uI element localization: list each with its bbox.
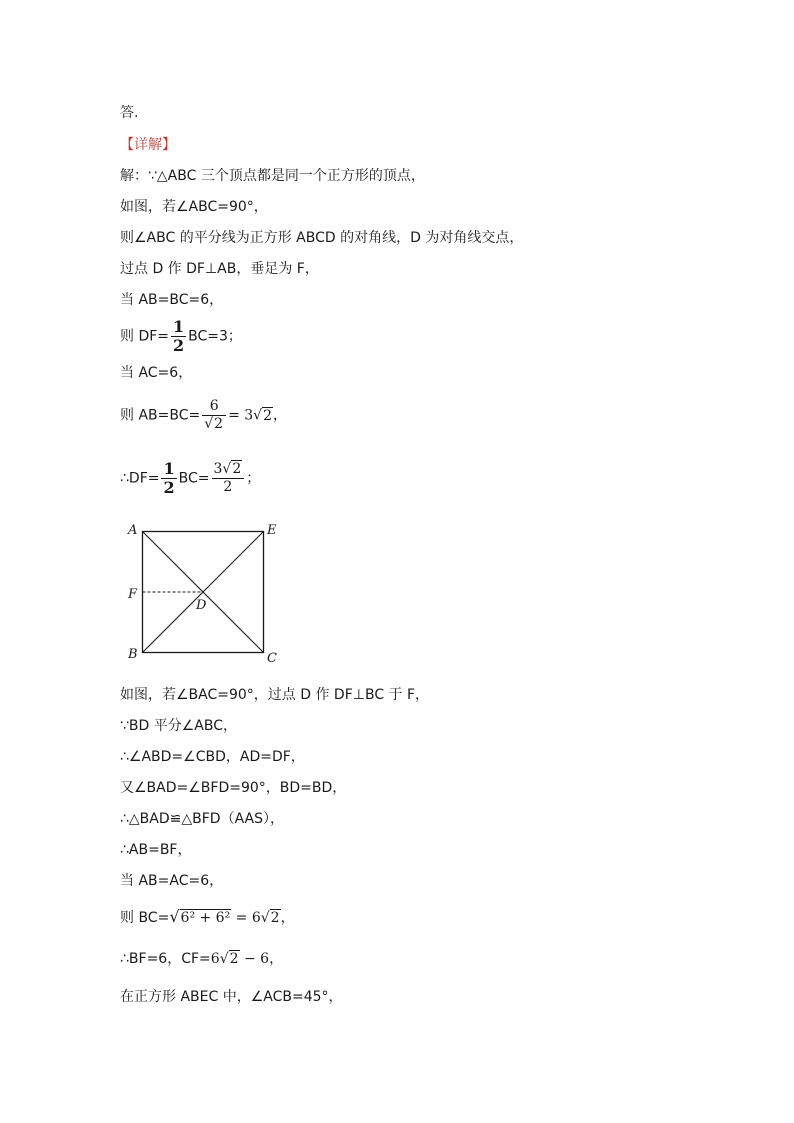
line8-prefix: 则 DF= bbox=[120, 328, 170, 345]
text-line-14: ∴∠ABD=∠CBD，AD=DF， bbox=[120, 749, 305, 765]
text-line-9: 当 AC=6， bbox=[120, 365, 193, 381]
text-line-18: 当 AB=AC=6， bbox=[120, 873, 224, 889]
coefficient: 6 bbox=[210, 951, 220, 967]
text-line-4: 如图，若∠ABC=90°， bbox=[120, 199, 268, 215]
text-line-7: 当 AB=BC=6， bbox=[120, 292, 224, 308]
fraction-numerator: 3√2 bbox=[212, 461, 245, 479]
fraction-half bbox=[161, 460, 176, 497]
section-heading-detail: 【详解】 bbox=[120, 137, 176, 153]
radicand: 2 bbox=[263, 407, 273, 424]
line8-suffix: BC=3； bbox=[188, 328, 242, 345]
line20-suffix: ， bbox=[269, 951, 284, 967]
fraction-half bbox=[171, 318, 186, 355]
label-d: D bbox=[196, 598, 207, 613]
text-line-1: 答. bbox=[120, 105, 139, 121]
fraction-3root2-over-2 bbox=[212, 461, 245, 496]
fraction-denominator: 2 bbox=[223, 479, 233, 495]
text-line-6: 过点 D 作 DF⊥AB，垂足为 F， bbox=[120, 261, 319, 277]
fraction-numerator: 6 bbox=[202, 398, 226, 416]
line20-prefix: ∴BF=6，CF= bbox=[120, 951, 211, 967]
label-c: C bbox=[267, 651, 277, 666]
line10-prefix: 则 AB=BC= bbox=[120, 407, 201, 424]
radicand: 2 bbox=[229, 951, 239, 967]
radicand: 2 bbox=[214, 416, 224, 432]
text-line-12: 如图，若∠BAC=90°，过点 D 作 DF⊥BC 于 F， bbox=[120, 687, 430, 703]
fraction-denominator: 2 bbox=[173, 336, 185, 355]
label-b: B bbox=[128, 647, 138, 662]
text-line-20: ∴BF=6，CF=6√2 − 6， bbox=[120, 951, 284, 967]
fraction-numerator: 1 bbox=[173, 317, 185, 336]
equals-coef: = 3 bbox=[228, 407, 254, 424]
line11-prefix: ∴DF= bbox=[120, 470, 160, 487]
square-diagram bbox=[120, 518, 290, 668]
text-line-8 bbox=[120, 318, 242, 355]
fraction-six-over-root2 bbox=[202, 398, 226, 433]
label-a: A bbox=[128, 523, 138, 538]
label-f: F bbox=[128, 587, 138, 602]
line19-suffix: ， bbox=[280, 910, 295, 926]
text-line-17: ∴AB=BF， bbox=[120, 842, 192, 858]
line11-suffix: ； bbox=[246, 470, 261, 487]
coefficient: 3 bbox=[213, 461, 223, 477]
text-line-13: ∵BD 平分∠ABC， bbox=[120, 718, 238, 734]
minus-term: − 6 bbox=[239, 951, 270, 967]
label-e: E bbox=[267, 523, 277, 538]
text-line-3: 解：∵△ABC 三个顶点都是同一个正方形的顶点， bbox=[120, 168, 425, 184]
radicand: 2 bbox=[232, 461, 242, 477]
fraction-denominator: √2 bbox=[204, 416, 224, 432]
line10-suffix: ， bbox=[273, 407, 288, 424]
radicand: 6² + 6² bbox=[180, 910, 231, 926]
text-line-11 bbox=[120, 460, 260, 497]
fraction-denominator: 2 bbox=[163, 478, 175, 497]
line11-mid: BC= bbox=[178, 470, 210, 487]
text-line-10: 则 AB=BC= $\frac{6}{√2}$ = 3√2， bbox=[120, 398, 288, 432]
text-line-5: 则∠ABC 的平分线为正方形 ABCD 的对角线，D 为对角线交点， bbox=[120, 230, 524, 246]
text-line-15: 又∠BAD=∠BFD=90°，BD=BD， bbox=[120, 780, 347, 796]
text-line-21: 在正方形 ABEC 中，∠ACB=45°， bbox=[120, 989, 343, 1005]
radicand: 2 bbox=[270, 910, 280, 926]
line19-prefix: 则 BC= bbox=[120, 910, 170, 926]
fraction-numerator: 1 bbox=[163, 459, 175, 478]
equals-coef: = 6 bbox=[231, 910, 261, 926]
text-line-19: 则 BC=√6² + 6² = 6√2， bbox=[120, 907, 295, 926]
text-line-16: ∴△BAD≌△BFD（AAS）， bbox=[120, 811, 285, 827]
